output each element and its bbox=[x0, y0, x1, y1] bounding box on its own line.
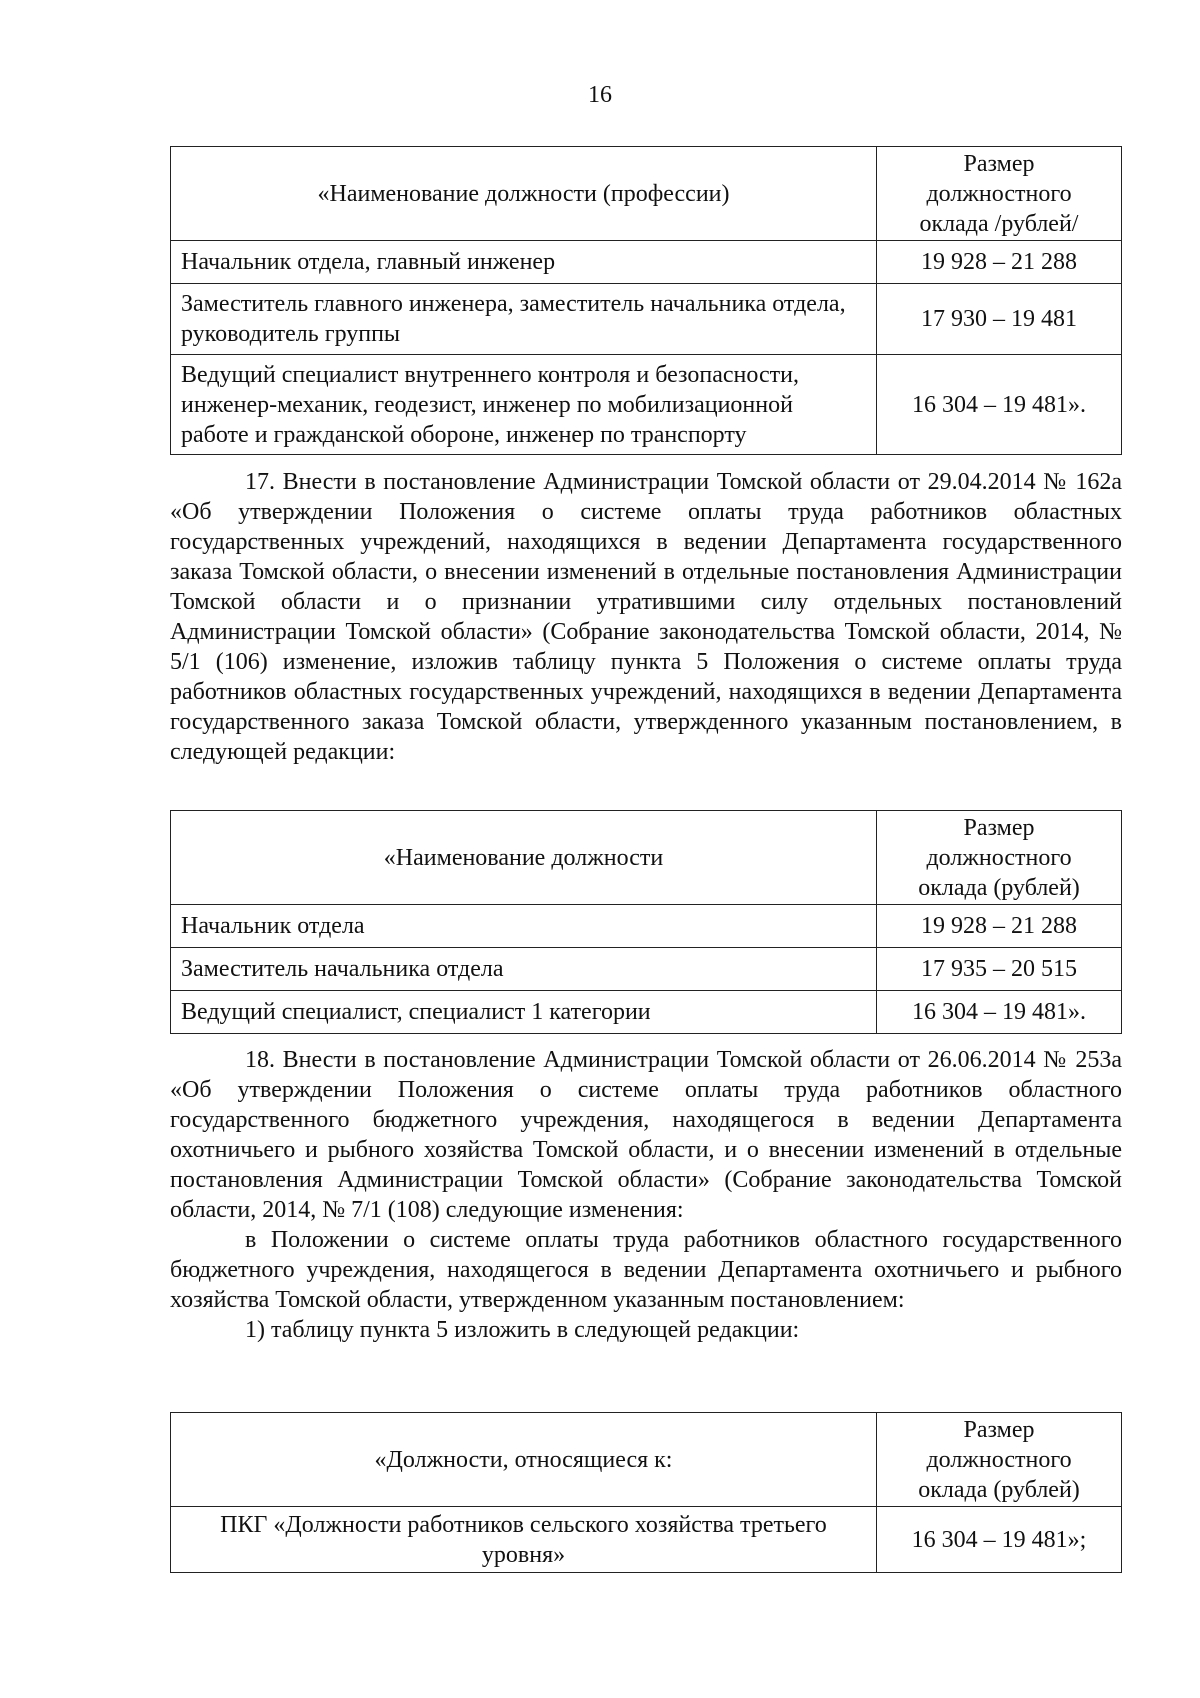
table-row bbox=[171, 284, 1122, 355]
table-row bbox=[171, 905, 1122, 948]
table-row bbox=[171, 241, 1122, 284]
table-row bbox=[171, 991, 1122, 1034]
position-name: ПКГ «Должности работников сельского хозяйства третьего уровня» bbox=[171, 1507, 877, 1573]
salary-range: 19 928 – 21 288 bbox=[877, 905, 1122, 948]
table-header-value: Размер должностного оклада (рублей) bbox=[877, 811, 1122, 905]
position-name: Ведущий специалист внутреннего контроля и безопасности, инженер-механик, геодезист, инженер по мобилизационной работе и гражданской обороне, инженер по транспорту bbox=[171, 355, 877, 455]
salary-range: 16 304 – 19 481». bbox=[877, 355, 1122, 455]
table-header-value: Размер должностного оклада /рублей/ bbox=[877, 147, 1122, 241]
salary-table-3 bbox=[170, 1412, 1122, 1573]
table-row bbox=[171, 355, 1122, 455]
table-row bbox=[171, 948, 1122, 991]
salary-table-2 bbox=[170, 810, 1122, 1034]
salary-table-1 bbox=[170, 146, 1122, 455]
salary-range: 16 304 – 19 481»; bbox=[877, 1507, 1122, 1573]
position-name: Ведущий специалист, специалист 1 категории bbox=[171, 991, 877, 1034]
position-name: Заместитель главного инженера, заместитель начальника отдела, руководитель группы bbox=[171, 284, 877, 355]
table-header-name: «Наименование должности (профессии) bbox=[171, 147, 877, 241]
salary-range: 19 928 – 21 288 bbox=[877, 241, 1122, 284]
paragraph-17: 17. Внести в постановление Администрации Томской области от 29.04.2014 № 162а «Об утверждении Положения о системе оплаты труда работников областных государственных учреждений, находящихся в ведении Департамента государственного заказа Томской области, о внесении изменений в отдельные постановления Администрации Томской области и о признании утратившими силу отдельных постановлений Администрации Томской области» (Собрание законодательства Томской области, 2014, № 5/1 (106) изменение, изложив таблицу пункта 5 Положения о системе оплаты труда работников областных государственных учреждений, находящихся в ведении Департамента государственного заказа Томской области, утвержденного указанным постановлением, в следующей редакции: bbox=[170, 469, 1122, 765]
table-row bbox=[171, 1507, 1122, 1573]
position-name: Заместитель начальника отдела bbox=[171, 948, 877, 991]
salary-range: 17 930 – 19 481 bbox=[877, 284, 1122, 355]
page-number: 16 bbox=[588, 82, 612, 108]
table-header-name: «Наименование должности bbox=[171, 811, 877, 905]
position-name: Начальник отдела bbox=[171, 905, 877, 948]
table-header-value: Размер должностного оклада (рублей) bbox=[877, 1413, 1122, 1507]
position-name: Начальник отдела, главный инженер bbox=[171, 241, 877, 284]
item-1: 1) таблицу пункта 5 изложить в следующей редакции: bbox=[245, 1317, 800, 1343]
paragraph-18: 18. Внести в постановление Администрации Томской области от 26.06.2014 № 253а «Об утверждении Положения о системе оплаты труда работников областного государственного бюджетного учреждения, находящегося в ведении Департамента охотничьего и рыбного хозяйства Томской области, и о внесении изменений в отдельные постановления Администрации Томской области» (Собрание законодательства Томской области, 2014, № 7/1 (108) следующие изменения: bbox=[170, 1047, 1122, 1223]
table-header-name: «Должности, относящиеся к: bbox=[171, 1413, 877, 1507]
salary-range: 16 304 – 19 481». bbox=[877, 991, 1122, 1034]
paragraph-18-regulation: в Положении о системе оплаты труда работников областного государственного бюджетного учреждения, находящегося в ведении Департамента охотничьего и рыбного хозяйства Томской области, утвержденном указанным постановлением: bbox=[170, 1227, 1122, 1313]
salary-range: 17 935 – 20 515 bbox=[877, 948, 1122, 991]
